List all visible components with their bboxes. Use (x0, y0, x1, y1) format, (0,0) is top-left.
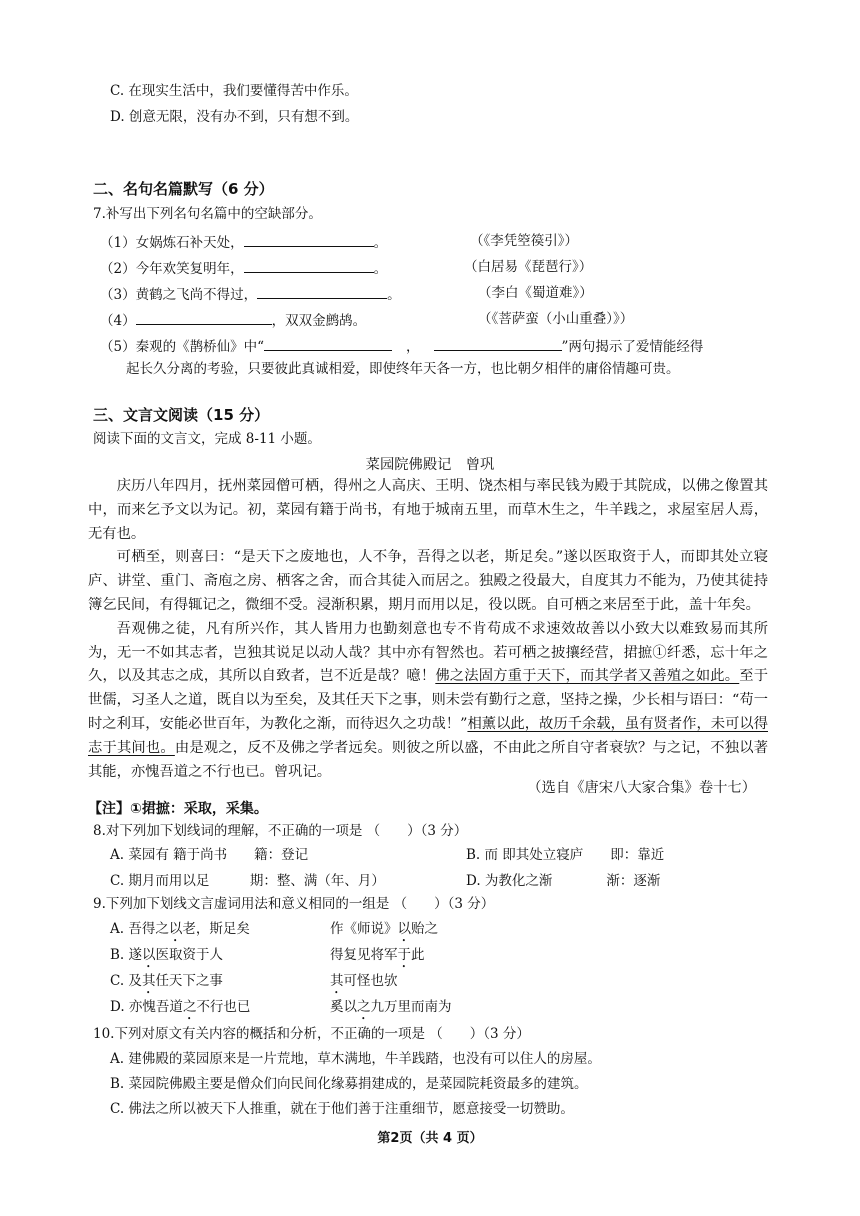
q7-item-2: （2）今年欢笑复明年， 。 (100, 258, 387, 278)
answer-blank[interactable] (257, 284, 387, 299)
q9-option-a-left[interactable]: A. 吾得之以老，斯足矣 (110, 921, 250, 937)
q7-item-4: （4） ，双双金鹧鸪。 (100, 310, 366, 330)
q10-option-a[interactable]: A. 建佛殿的菜园原来是一片荒地，草木满地，牛羊践踏，也没有可以住人的房屋。 (110, 1051, 601, 1067)
section2-heading: 二、名句名篇默写（6 分） (93, 180, 274, 198)
q7-item-5-continued: 起长久分离的考验，只要彼此真诚相爱，即使终年天各一方，也比朝夕相伴的庸俗情趣可贵。 (126, 361, 680, 377)
q8-option-d[interactable]: D. 为教化之渐 渐：逐渐 (466, 873, 661, 889)
q7-item-1: （1）女娲炼石补天处， 。 (100, 232, 387, 252)
q9-option-c-right: 其可怪也欤 (330, 973, 398, 989)
section3-heading: 三、文言文阅读（15 分） (93, 406, 270, 424)
translation-sentence-1: 佛之法固方重于天下，而其学者又善殖之如此。 (435, 668, 740, 685)
q7-source-3: （李白《蜀道难》） (478, 285, 593, 301)
q9-option-b-left[interactable]: B. 遂以医取资于人 (110, 947, 224, 963)
answer-blank[interactable] (136, 310, 272, 325)
q7-stem: 7.补写出下列名句名篇中的空缺部分。 (93, 206, 322, 222)
q9-stem: 9.下列加下划线文言虚词用法和意义相同的一组是 （ ）（3 分） (93, 896, 495, 912)
q9-option-b-right: 得复见将军于此 (330, 947, 425, 963)
q8-option-c[interactable]: C. 期月而用以足 期：整、满（年、月） (110, 873, 385, 889)
annotation-note: 【注】①捃摭：采取，采集。 (88, 801, 268, 817)
answer-blank[interactable] (244, 258, 374, 273)
q7-item-3: （3）黄鹤之飞尚不得过， 。 (100, 284, 401, 304)
q8-option-b[interactable]: B. 而 即其处立寝庐 即：靠近 (466, 847, 665, 863)
q8-option-a[interactable]: A. 菜园有 籍于尚书 籍：登记 (110, 847, 309, 863)
passage-paragraph-3: 吾观佛之徒，凡有所兴作，其人皆用力也勤刻意也专不肯苟成不求速效故善以小致大以难致易而其所为，无一不如其志者，岂独其说足以动人哉？其中亦有智然也。若可栖之披攘经营，捃摭①纤悉，忘十年之久，以及其志之成，其所以自致者，岂不近是哉？噫！佛之法固方重于天下，而其学者又善殖之如此。至于世儒，习圣人之道，既自以为至矣，及其任天下之事，则未尝有勤行之意，坚持之操，少长相与语曰：“苟一时之利耳，安能必世百年，为教化之渐，而待迟久之功哉！”相薰以此，故历千余载，虽有贤者作，未可以得志于其间也。由是观之，反不及佛之学者远矣。则彼之所以盛，不由此之所自守者衰欤？与之记，不独以著其能，亦愧吾道之不行也已。曾巩记。 (88, 620, 769, 780)
passage-paragraph-1: 庆历八年四月，抚州菜园僧可栖，得州之人高庆、王明、饶杰相与率民钱为殿于其院成，以佛之像置其中，而来乞予文以为记。初，菜园有籍于尚书，有地于城南五里，而草木生之，牛羊践之，求屋室居人焉，无有也。 (88, 478, 768, 542)
q7-source-1: （《李凭箜篌引》） (470, 233, 578, 249)
option-d-top: D. 创意无限，没有办不到，只有想不到。 (110, 109, 359, 125)
q9-option-c-left[interactable]: C. 及其任天下之事 (110, 973, 223, 989)
q7-source-4: （《菩萨蛮（小山重叠）》） (478, 311, 634, 327)
q10-option-c[interactable]: C. 佛法之所以被天下人推重，就在于他们善于注重细节，愿意接受一切赞助。 (110, 1101, 574, 1117)
passage-paragraph-2: 可栖至，则喜曰：“是天下之废地也，人不争，吾得之以老，斯足矣。”遂以医取资于人，而即其处立寝庐、讲堂、重门、斋庖之房、栖客之舍，而合其徒入而居之。独殿之役最大，自度其力不能为，乃使其徒持簿乞民间，有得辄记之，微细不受。浸渐积累，期月而用以足，役以既。自可栖之来居至于此，盖十年矣。 (88, 549, 768, 613)
translation-sentence-2: 相薰以此，故历千余载，虽有贤者作，未可以得志于其间也。 (88, 715, 768, 756)
page-footer: 第2页（共 4 页） (377, 1131, 483, 1146)
option-c-top: C. 在现实生活中，我们要懂得苦中作乐。 (110, 83, 358, 99)
section3-intro: 阅读下面的文言文，完成 8-11 小题。 (93, 431, 321, 447)
q9-option-a-right: 作《师说》以贻之 (330, 921, 438, 937)
q9-option-d-left[interactable]: D. 亦愧吾道之不行也已 (110, 999, 251, 1015)
answer-blank[interactable] (264, 336, 392, 351)
passage-source: （选自《唐宋八大家合集》卷十七） (527, 780, 756, 796)
q10-stem: 10.下列对原文有关内容的概括和分析，不正确的一项是 （ ）（3 分） (93, 1026, 530, 1042)
passage-title: 菜园院佛殿记 曾巩 (365, 457, 495, 473)
q10-option-b[interactable]: B. 菜园院佛殿主要是僧众们向民间化缘募捐建成的，是菜园院耗资最多的建筑。 (110, 1076, 588, 1092)
answer-blank[interactable] (434, 336, 562, 351)
q7-source-2: （白居易《琵琶行》） (464, 259, 593, 275)
passage-body (88, 475, 768, 784)
q8-stem: 8.对下列加下划线词的理解，不正确的一项是 （ ）（3 分） (93, 823, 468, 839)
q9-option-d-right: 奚以之九万里而南为 (330, 999, 452, 1015)
q7-item-5: （5）秦观的《鹊桥仙》中“ ， ”两句揭示了爱情能经得 (100, 336, 703, 356)
answer-blank[interactable] (244, 232, 374, 247)
